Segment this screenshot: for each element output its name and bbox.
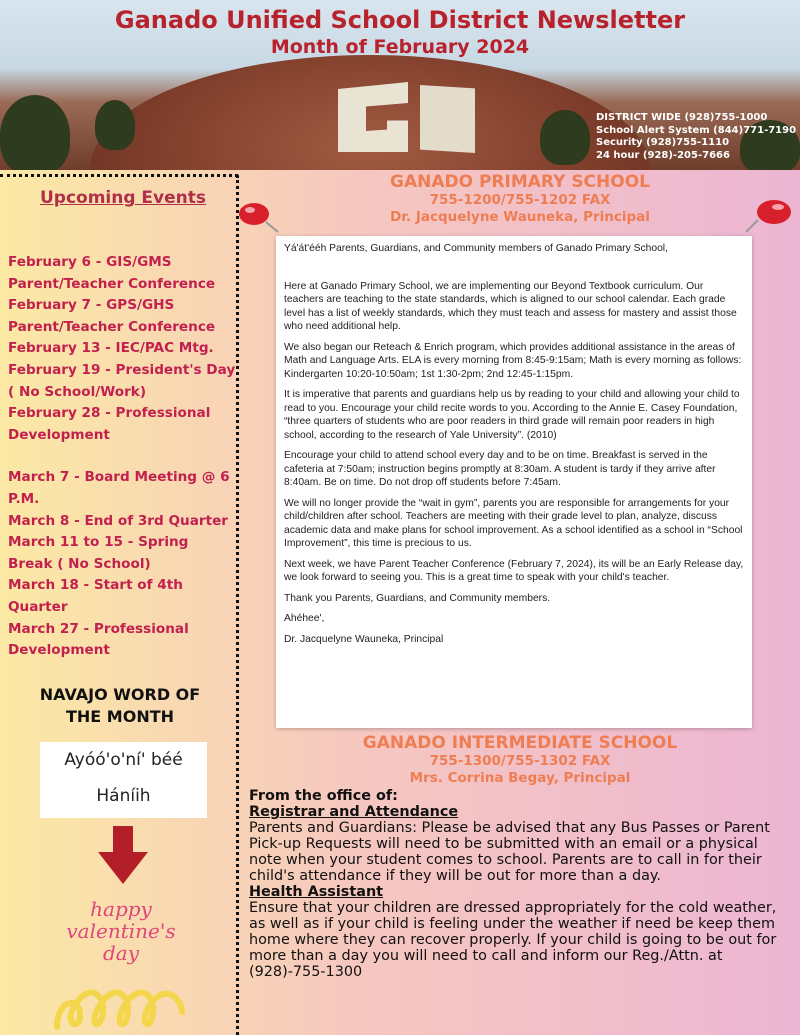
health-text: Ensure that your children are dressed appropriately for the cold weather, as well as if your child is feeling under the weather if need be keep them home where they can recover properly. If your child is going to be out for more than a day you will need to call and inform our Reg./Attn. at (928)-755-1300 <box>249 900 777 980</box>
navajo-word-title: NAVAJO WORD OF THE MONTH <box>39 685 201 726</box>
letter-paragraph: Here at Ganado Primary School, we are implementing our Beyond Textbook curriculum. Our teachers are teaching to the state standards, which is aligned to our school calendar. Each grade level has a list of weekly standards, which they must teach and assess for mastery and assist those who need additional help. <box>284 280 737 332</box>
letter-paragraph: It is imperative that parents and guardians help us by reading to your child and allowing your child to read to you. Encourage your child recite words to you. According to the Annie E. Casey Foundation, “three quarters of students who are poor readers in third grade will remain poor readers in high school, according to the research of Yale University”. (2010) <box>284 389 740 441</box>
letter-paragraph: We also began our Reteach & Enrich program, which provides additional assistance in the areas of Math and Language Arts. ELA is every morning from 8:45-9:15am; Math is every morning as follows: Kindergarten 10:20-10:50am; 1st 1:30-2pm; 2nd 12:45-1:15pm. <box>284 341 742 380</box>
health-heading: Health Assistant <box>249 884 384 900</box>
letter-paragraph: Encourage your child to attend school every day and to be on time. Breakfast is served in the cafeteria at 7:50am; instruction begins promptly at 8:30am. A student is tardy if they arrive after 8:40am. Be on time. Do not drop off students before 7:45am. <box>284 450 716 488</box>
primary-school-principal: Dr. Jacquelyne Wauneka, Principal <box>390 209 650 225</box>
primary-school-header <box>240 172 800 226</box>
letter-paragraph: Next week, we have Parent Teacher Conference (February 7, 2024), its will be an Early Release day, we look forward to seeing you. This is a great time to speak with your child's teacher. <box>284 558 744 583</box>
yellow-squiggle-icon <box>52 982 187 1032</box>
event-item: February 19 - President's Day ( No School/Work) <box>8 361 236 400</box>
event-item: February 28 - Professional Development <box>8 405 211 443</box>
office-heading: From the office of: <box>249 788 398 804</box>
tree <box>540 110 590 165</box>
event-item: February 6 - GIS/GMS Parent/Teacher Conference <box>8 254 216 292</box>
valentine-text: day <box>102 941 140 965</box>
event-item: March 18 - Start of 4th Quarter <box>8 577 183 615</box>
contact-line: Security (928)755-1110 <box>596 137 730 148</box>
letter-signature: Dr. Jacquelyne Wauneka, Principal <box>284 633 444 645</box>
pushpin-icon <box>236 200 280 234</box>
intermediate-school-principal: Mrs. Corrina Begay, Principal <box>409 770 631 786</box>
navajo-word-box <box>40 742 207 818</box>
district-contacts <box>596 112 796 162</box>
event-item: March 8 - End of 3rd Quarter <box>8 512 229 529</box>
letter-paragraph: We will no longer provide the “wait in gym”, parents you are responsible for arrangements for your child/children after school. Teachers are meeting with their grade level to plan, analyze, discuss academic data and make plans for school improvement. As a school identified as a school in “School Improvement”, this time is precious to us. <box>284 497 743 549</box>
valentine-text: valentine's <box>66 919 176 943</box>
pushpin-icon <box>744 196 794 236</box>
intermediate-office-notes <box>249 788 794 980</box>
event-gap <box>8 446 236 467</box>
navajo-word-line: Háníih <box>96 786 151 806</box>
header-banner <box>0 0 800 170</box>
happy-valentines-graphic <box>56 898 186 964</box>
upcoming-events-heading: Upcoming Events <box>39 188 207 208</box>
contact-line: DISTRICT WIDE (928)755-1000 <box>596 112 768 123</box>
newsletter-title: Ganado Unified School District Newsletter <box>114 6 686 34</box>
hillside-g-letter-block <box>420 85 475 153</box>
contact-line: 24 hour (928)-205-7666 <box>596 149 730 161</box>
valentine-text: happy <box>90 897 152 921</box>
primary-school-letter <box>276 236 752 728</box>
event-item: March 11 to 15 - Spring Break ( No School) <box>8 534 189 572</box>
tree <box>0 95 70 170</box>
event-item: March 7 - Board Meeting @ 6 P.M. <box>8 469 230 507</box>
letter-paragraph: Thank you Parents, Guardians, and Community members. <box>284 592 551 604</box>
contact-line: School Alert System (844)771-7190 <box>596 124 797 136</box>
registrar-text: Parents and Guardians: Please be advised that any Bus Passes or Parent Pick-up Requests will need to be submitted with an email or a physical note when your student comes to school. Parents are to call in for their child's attendance if they will be out for more than a day. <box>249 820 770 884</box>
event-item: February 7 - GPS/GHS Parent/Teacher Conference <box>8 297 216 335</box>
down-arrow-icon <box>98 826 148 884</box>
intermediate-school-name: GANADO INTERMEDIATE SCHOOL <box>362 733 678 753</box>
navajo-word-line: Ayóó'o'ní' béé <box>64 750 183 770</box>
tree <box>95 100 135 150</box>
letter-closing: Ahéhee', <box>284 613 325 624</box>
primary-school-name: GANADO PRIMARY SCHOOL <box>390 172 650 192</box>
event-item: February 13 - IEC/PAC Mtg. <box>8 340 214 357</box>
letter-greeting: Yá'át'ééh Parents, Guardians, and Community members of Ganado Primary School, <box>284 243 668 254</box>
events-list <box>8 252 236 662</box>
registrar-heading: Registrar and Attendance <box>249 804 459 820</box>
primary-school-phone: 755-1200/755-1202 FAX <box>429 192 611 208</box>
event-item: March 27 - Professional Development <box>8 620 189 659</box>
newsletter-month: Month of February 2024 <box>270 36 530 58</box>
intermediate-school-phone: 755-1300/755-1302 FAX <box>429 753 611 769</box>
intermediate-school-header <box>240 733 800 787</box>
